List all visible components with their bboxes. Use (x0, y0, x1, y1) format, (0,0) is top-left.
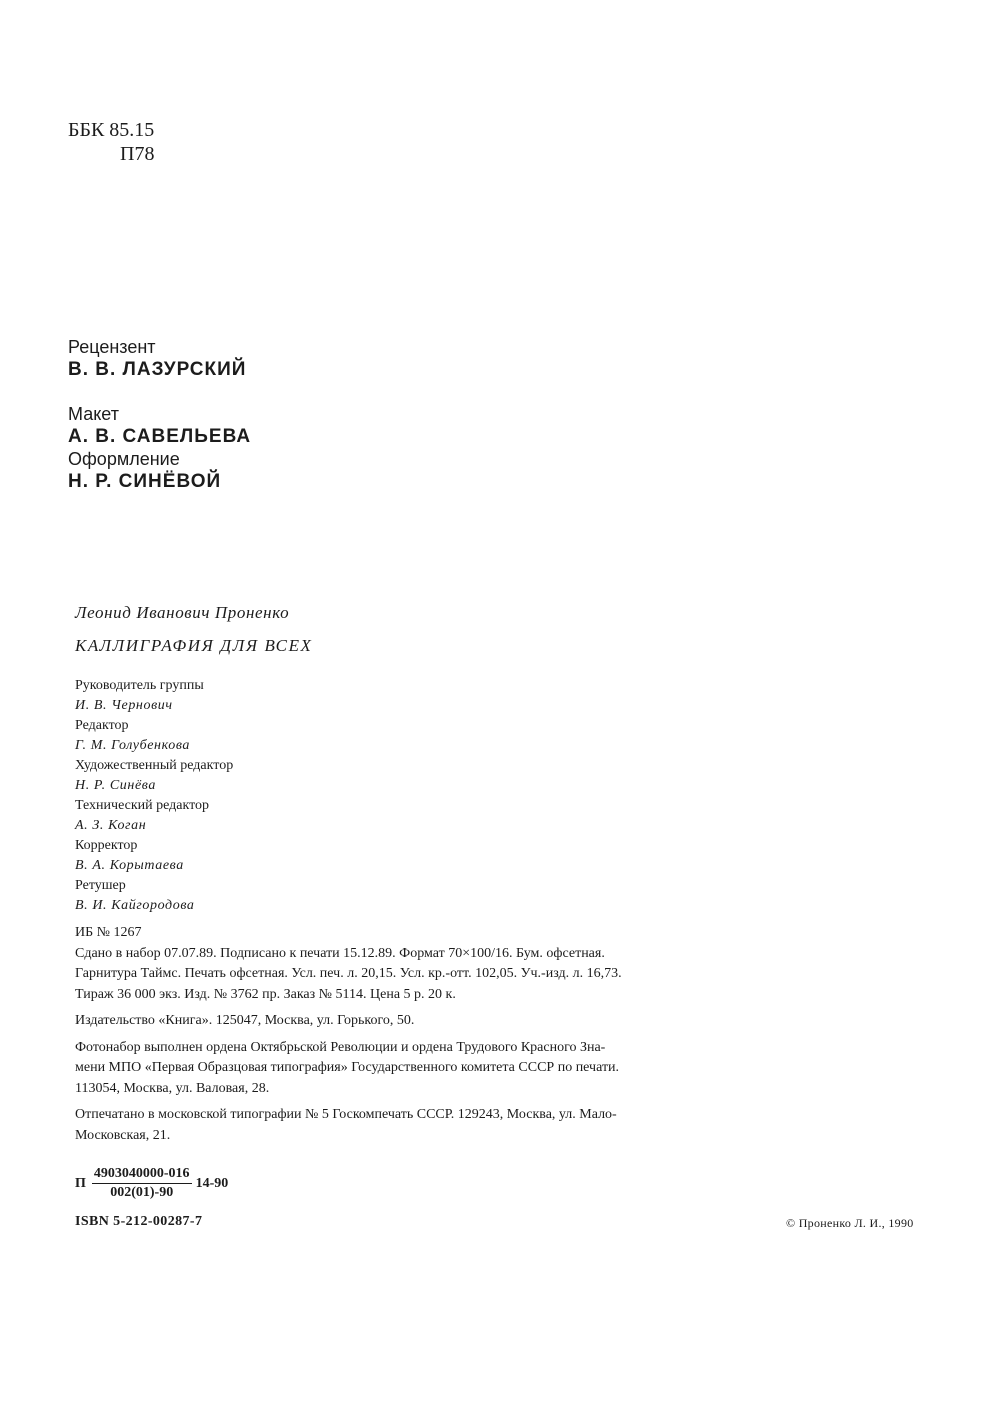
printing-line: Отпечатано в московской типографии № 5 Госкомпечать СССР. 129243, Москва, ул. Мало- (75, 1107, 617, 1122)
publisher-line: Издательство «Книга». 125047, Москва, ул. Горького, 50. (75, 1013, 415, 1028)
staff-role: Корректор (75, 838, 138, 853)
spec-line: Гарнитура Таймс. Печать офсетная. Усл. печ. л. 20,15. Усл. кр.-отт. 102,05. Уч.-изд. л. 16,73. (75, 966, 622, 981)
price-code-suffix: 14-90 (195, 1175, 229, 1191)
bbk-code: ББК 85.15 (68, 119, 155, 141)
price-code (75, 1166, 228, 1201)
staff-person: В. И. Кайгородова (75, 898, 195, 913)
printing-line: Московская, 21. (75, 1127, 171, 1143)
reviewer-label: Рецензент (68, 337, 156, 357)
design-label: Оформление (68, 449, 180, 469)
layout-label: Макет (68, 404, 119, 424)
layout-name: А. В. САВЕЛЬЕВА (68, 426, 252, 447)
staff-role: Художественный редактор (75, 758, 234, 773)
credits-block (68, 336, 251, 493)
staff-list (75, 676, 233, 916)
staff-person: В. А. Корытаева (75, 858, 184, 873)
spec-line: Тираж 36 000 экз. Изд. № 3762 пр. Заказ № 5114. Цена 5 р. 20 к. (75, 986, 456, 1002)
author-mark: П78 (120, 143, 155, 165)
book-title: КАЛЛИГРАФИЯ ДЛЯ ВСЕХ (75, 636, 313, 655)
classification-block (68, 118, 154, 166)
staff-person: А. З. Коган (75, 818, 147, 833)
staff-role: Ретушер (75, 878, 126, 893)
staff-role: Технический редактор (75, 798, 210, 813)
price-code-prefix: П (75, 1175, 86, 1191)
staff-role: Руководитель группы (75, 678, 204, 693)
staff-person: Н. Р. Синёва (75, 778, 156, 793)
staff-role: Редактор (75, 718, 129, 733)
book-author: Леонид Иванович Проненко (75, 603, 290, 622)
ib-number: ИБ № 1267 (75, 925, 142, 940)
typesetting-line: мени МПО «Первая Образцовая типография» Государственного комитета СССР по печати. (75, 1060, 620, 1075)
spec-line: Сдано в набор 07.07.89. Подписано к печати 15.12.89. Формат 70×100/16. Бум. офсетная. (75, 945, 605, 961)
price-code-numerator: 4903040000-016 (92, 1166, 192, 1184)
typesetting-line: Фотонабор выполнен ордена Октябрьской Революции и ордена Трудового Красного Зна- (75, 1039, 606, 1055)
price-code-fraction (92, 1166, 192, 1201)
staff-person: И. В. Чернович (75, 698, 173, 713)
isbn: ISBN 5-212-00287-7 (75, 1214, 203, 1229)
typesetting-line: 113054, Москва, ул. Валовая, 28. (75, 1080, 270, 1096)
staff-person: Г. М. Голубенкова (75, 738, 190, 753)
design-name: Н. Р. СИНЁВОЙ (68, 471, 222, 492)
copyright: © Проненко Л. И., 1990 (786, 1216, 914, 1230)
reviewer-name: В. В. ЛАЗУРСКИЙ (68, 359, 247, 380)
print-info (75, 923, 622, 1146)
price-code-denominator: 002(01)-90 (110, 1185, 174, 1200)
